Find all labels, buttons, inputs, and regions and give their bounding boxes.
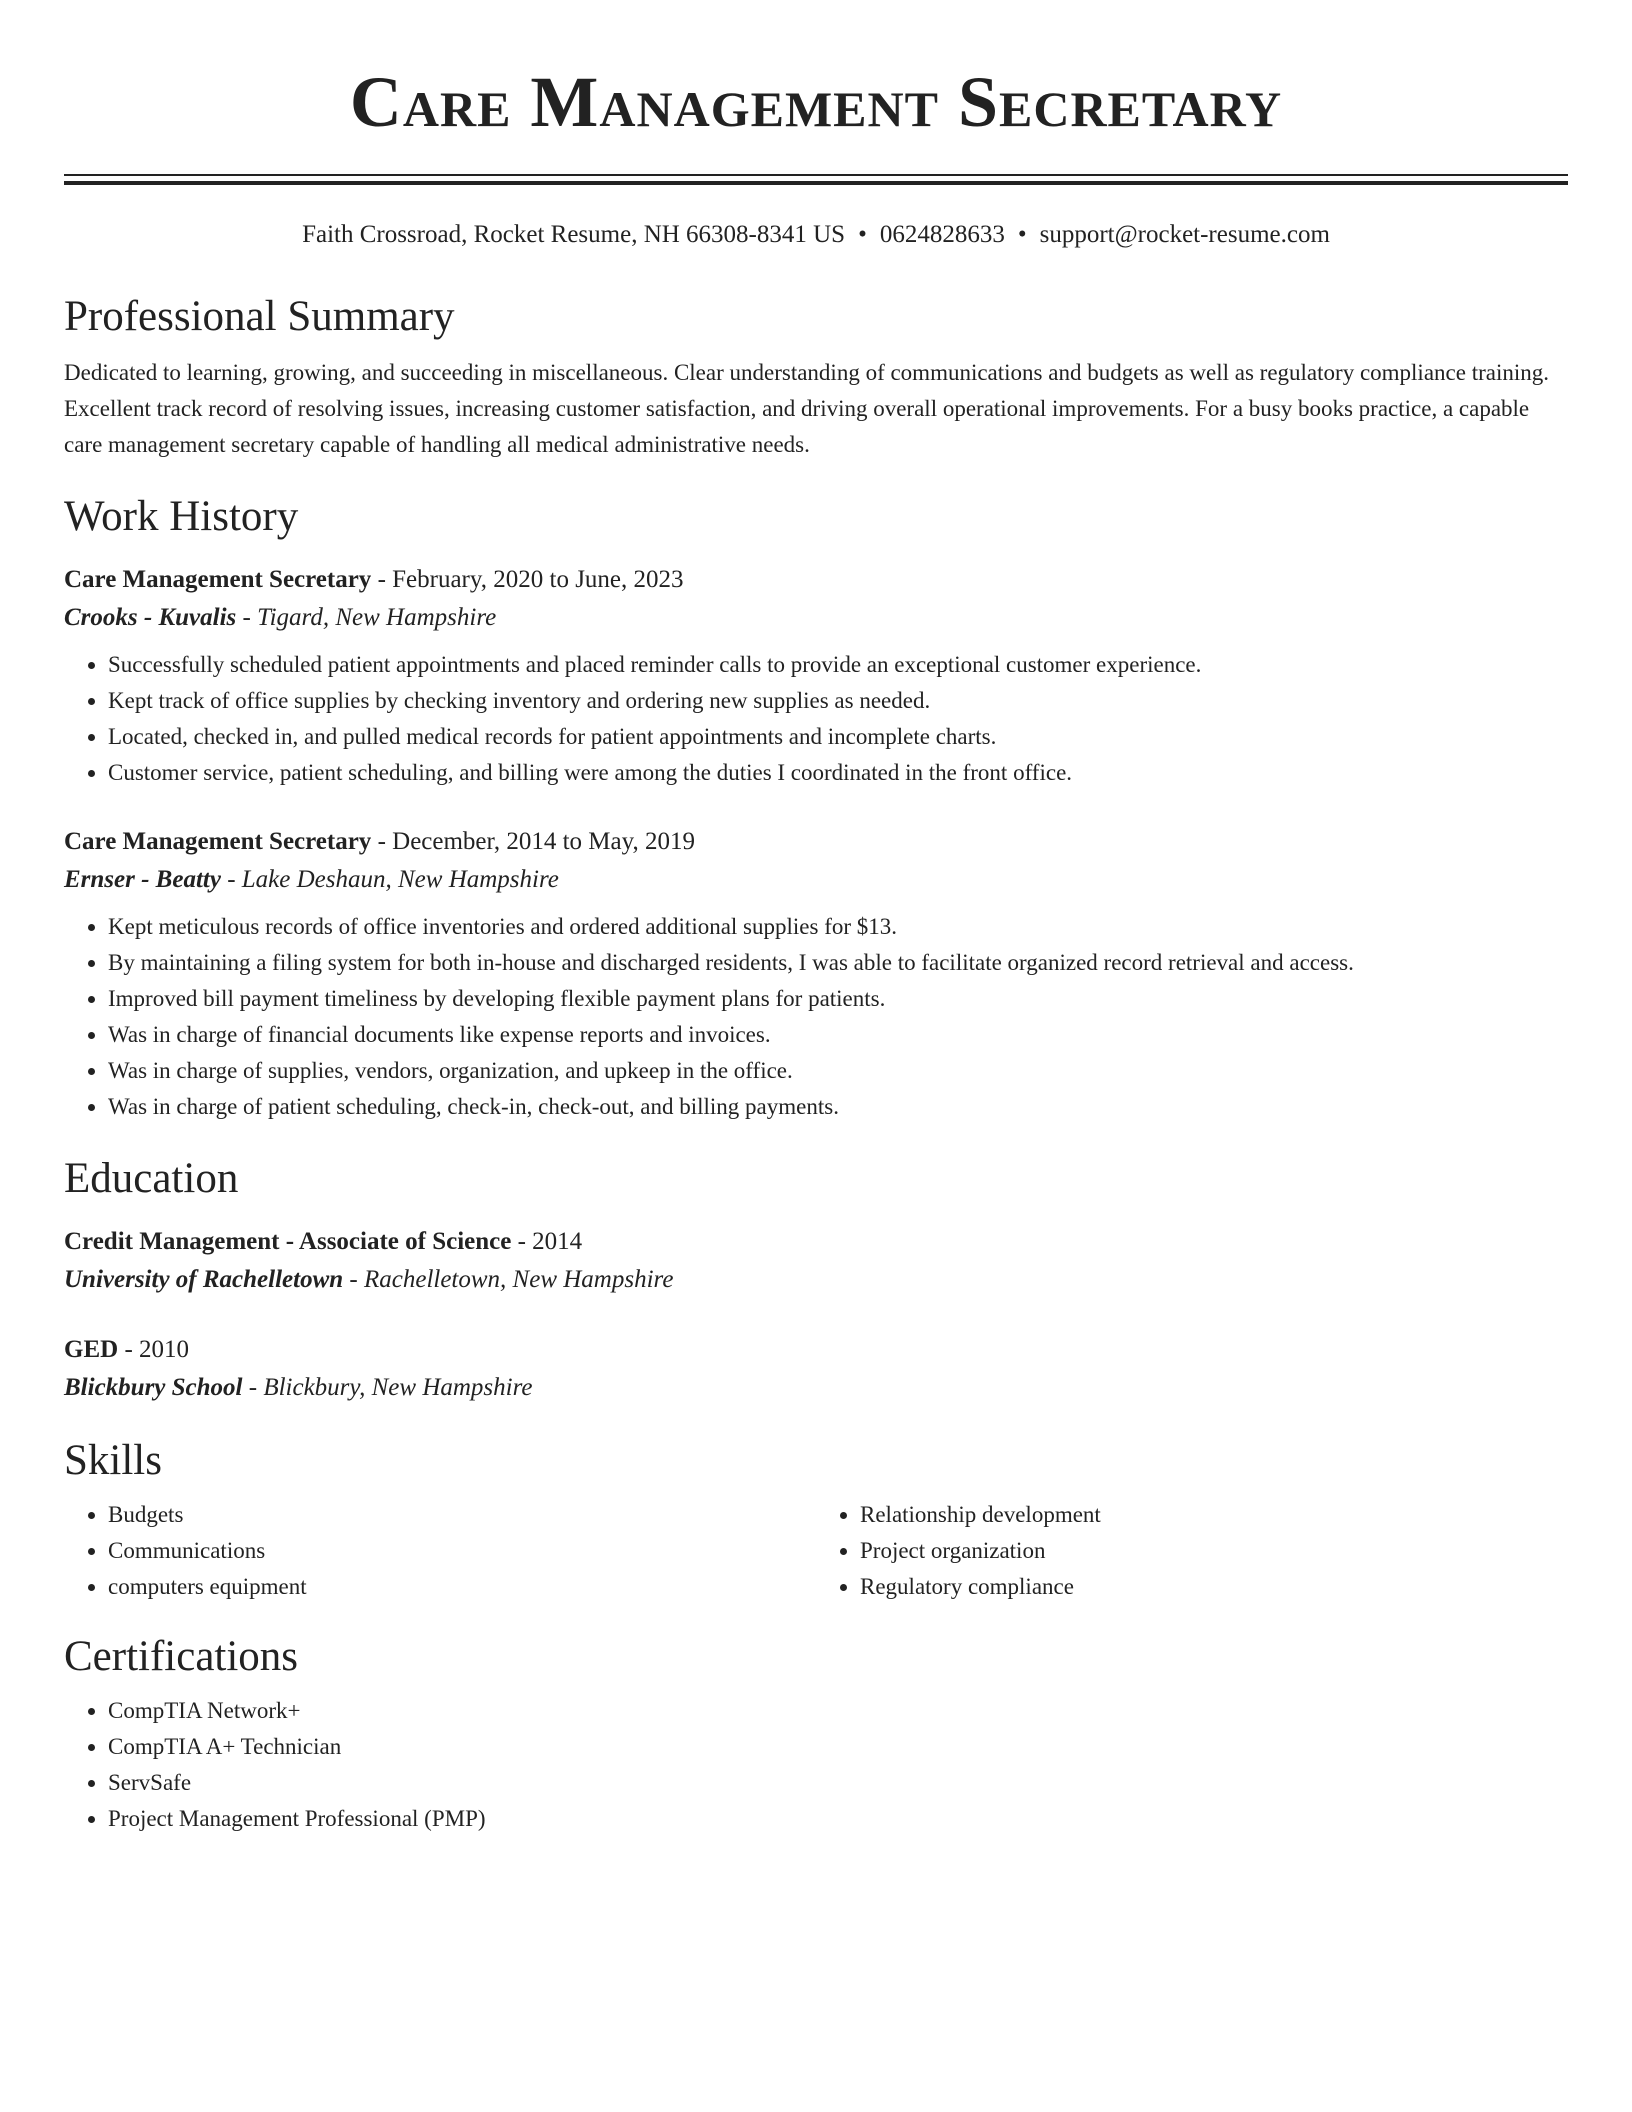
resume-name: Care Management Secretary xyxy=(349,62,1283,142)
skill-item: • Regulatory compliance xyxy=(860,1569,1568,1605)
summary-text: Dedicated to learning, growing, and succeeding in miscellaneous. Clear understanding of communications and budgets as well as regulatory compliance training. Excellent track record of resolving issues, increasing customer satisfaction, and driving overall operational improvements. For a busy books practice, a capable care management secretary capable of handling all medical administrative needs. xyxy=(64,360,1549,457)
education-degree-line xyxy=(64,1223,1568,1261)
skill-item: • Relationship development xyxy=(860,1497,1568,1533)
job-duty: • Was in charge of patient scheduling, check-in, check-out, and billing payments. xyxy=(108,1089,1568,1125)
job-role: Care Management Secretary xyxy=(64,828,372,855)
certification-item: • CompTIA Network+ xyxy=(108,1693,1568,1729)
job-dates: - February, 2020 to June, 2023 xyxy=(371,566,684,593)
education-school: University of Rachelletown xyxy=(64,1266,344,1293)
job-header xyxy=(64,561,1568,599)
job-employer xyxy=(64,599,1568,637)
skill-item: • Project organization xyxy=(860,1533,1568,1569)
contact-email: support@rocket-resume.com xyxy=(1039,221,1330,248)
job-employer xyxy=(64,861,1568,899)
education-school: Blickbury School xyxy=(64,1374,243,1401)
job-location: - Tigard, New Hampshire xyxy=(236,604,497,631)
job-duty: • Was in charge of supplies, vendors, organization, and upkeep in the office. xyxy=(108,1053,1568,1089)
education-degree: Credit Management - Associate of Science xyxy=(64,1228,512,1255)
certifications-heading: Certifications xyxy=(64,1633,299,1680)
job-location: - Lake Deshaun, New Hampshire xyxy=(220,866,559,893)
job-company: Crooks - Kuvalis xyxy=(64,604,237,631)
job-duty: • Kept meticulous records of office inventories and ordered additional supplies for $13. xyxy=(108,909,1568,945)
job-duty: • Kept track of office supplies by checking inventory and ordering new supplies as needed. xyxy=(108,683,1568,719)
certification-item: • ServSafe xyxy=(108,1765,1568,1801)
job-duty: • Improved bill payment timeliness by developing flexible payment plans for patients. xyxy=(108,981,1568,1017)
header-divider xyxy=(64,174,1568,185)
job-role: Care Management Secretary xyxy=(64,566,372,593)
education-school-line xyxy=(64,1261,1568,1299)
job-duty: • Located, checked in, and pulled medical records for patient appointments and incomplete charts. xyxy=(108,719,1568,755)
education-degree-line xyxy=(64,1331,1568,1369)
work-history-heading: Work History xyxy=(64,493,299,540)
contact-separator: • xyxy=(858,221,867,248)
job-duty: • Was in charge of financial documents like expense reports and invoices. xyxy=(108,1017,1568,1053)
education-entry xyxy=(64,1223,1568,1299)
education-location: - Rachelletown, New Hampshire xyxy=(343,1266,674,1293)
skills-heading: Skills xyxy=(64,1437,162,1484)
certifications-list xyxy=(64,1693,1568,1837)
skills-grid xyxy=(64,1497,1568,1605)
education-degree: GED xyxy=(64,1336,119,1363)
job-entry xyxy=(64,561,1568,791)
job-header xyxy=(64,823,1568,861)
contact-line xyxy=(64,219,1568,251)
job-duties-list xyxy=(64,647,1568,791)
education-year: - 2010 xyxy=(118,1336,190,1363)
skills-list-left xyxy=(64,1497,816,1605)
education-heading: Education xyxy=(64,1155,239,1202)
education-location: - Blickbury, New Hampshire xyxy=(242,1374,533,1401)
contact-phone: 0624828633 xyxy=(879,221,1005,248)
job-company: Ernser - Beatty xyxy=(64,866,221,893)
job-duty: • Successfully scheduled patient appointments and placed reminder calls to provide an exceptional customer experience. xyxy=(108,647,1568,683)
education-entry xyxy=(64,1331,1568,1407)
job-entry xyxy=(64,823,1568,1125)
contact-address: Faith Crossroad, Rocket Resume, NH 66308-8341 US xyxy=(302,221,846,248)
skills-list-right xyxy=(816,1497,1568,1605)
skill-item: • Communications xyxy=(108,1533,816,1569)
summary-heading: Professional Summary xyxy=(64,293,455,340)
certification-item: • Project Management Professional (PMP) xyxy=(108,1801,1568,1837)
education-year: - 2014 xyxy=(511,1228,583,1255)
education-school-line xyxy=(64,1369,1568,1407)
skill-item: • computers equipment xyxy=(108,1569,816,1605)
skill-item: • Budgets xyxy=(108,1497,816,1533)
job-duty: • By maintaining a filing system for both in-house and discharged residents, I was able to facilitate organized record retrieval and access. xyxy=(108,945,1568,981)
job-duty: • Customer service, patient scheduling, and billing were among the duties I coordinated in the front office. xyxy=(108,755,1568,791)
job-dates: - December, 2014 to May, 2019 xyxy=(371,828,695,855)
certification-item: • CompTIA A+ Technician xyxy=(108,1729,1568,1765)
job-duties-list xyxy=(64,909,1568,1125)
contact-separator: • xyxy=(1017,221,1027,248)
